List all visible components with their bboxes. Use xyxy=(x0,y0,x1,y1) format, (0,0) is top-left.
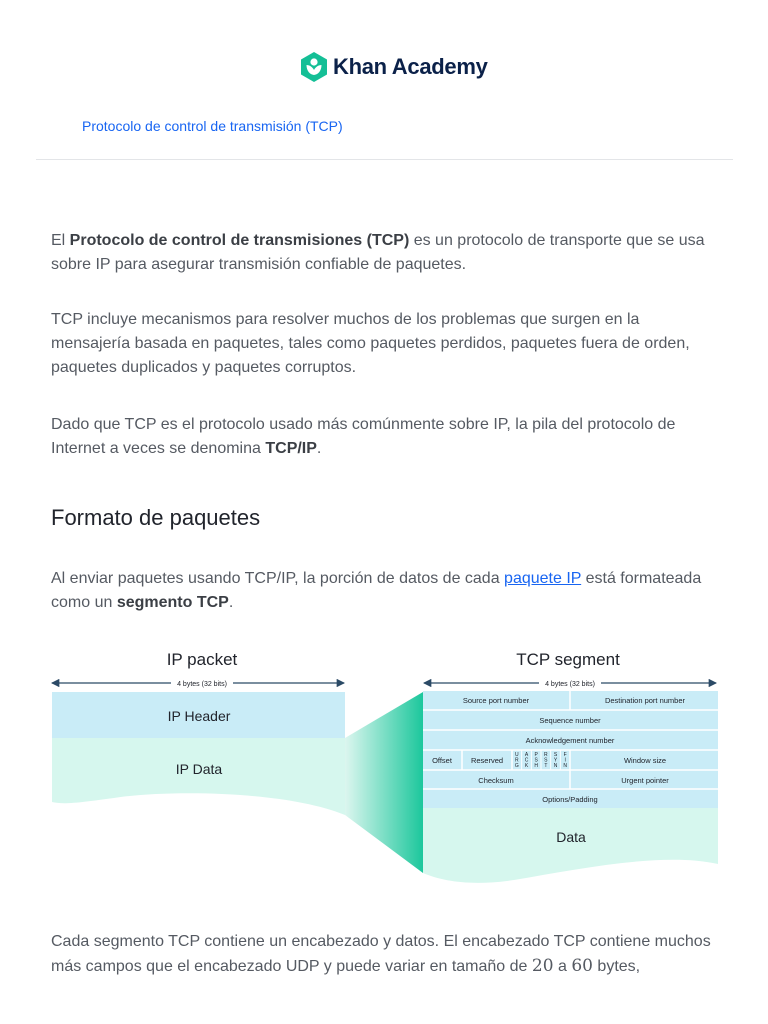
reserved-field: Reserved xyxy=(470,756,504,765)
ip-data-label: IP Data xyxy=(175,761,223,777)
tcpip-term: TCP/IP xyxy=(265,440,317,457)
flag-letter: P xyxy=(534,752,538,758)
site-header xyxy=(0,0,768,160)
tcp-segment-term: segmento TCP xyxy=(116,594,229,611)
flag-letter: F xyxy=(563,752,567,758)
flag-letter: U xyxy=(515,752,519,758)
header-divider xyxy=(36,159,733,160)
acknowledgement-number-field: Acknowledgement number xyxy=(525,736,615,745)
tcp-segment-title: TCP segment xyxy=(516,650,620,669)
window-size-field: Window size xyxy=(623,756,667,765)
header-size-paragraph: Cada segmento TCP contiene un encabezado y datos. El encabezado TCP contiene muchos más campos que el encabezado UDP y puede variar en tamaño de 20 a 60 bytes, xyxy=(51,933,711,976)
sequence-number-field: Sequence number xyxy=(539,716,601,725)
flag-letter: R xyxy=(515,757,519,764)
offset-field: Offset xyxy=(432,756,452,765)
options-padding-field: Options/Padding xyxy=(542,795,598,804)
flag-letter: S xyxy=(544,757,548,764)
flag-letter: Y xyxy=(553,757,558,764)
flag-letter: K xyxy=(524,763,529,769)
khan-academy-logo-icon xyxy=(301,52,327,82)
urgent-pointer-field: Urgent pointer xyxy=(621,776,669,785)
flag-letter: R xyxy=(544,752,548,758)
flag-letter: I xyxy=(564,757,566,764)
encapsulation-funnel xyxy=(345,692,423,873)
flag-letter: N xyxy=(553,763,558,769)
max-bytes: 60 xyxy=(571,956,593,976)
flag-letter: S xyxy=(553,752,558,758)
khan-academy-logo[interactable] xyxy=(301,52,488,82)
section-title: Formato de paquetes xyxy=(51,505,261,530)
flag-letter: H xyxy=(534,763,538,769)
flag-letter: A xyxy=(524,752,529,758)
flag-letter: C xyxy=(524,757,529,764)
mechanisms-paragraph: TCP incluye mecanismos para resolver muchos de los problemas que surgen en la mensajería basada en paquetes, tales como paquetes perdidos, paquetes fuera de orden, paquetes duplicados y paquetes corruptos. xyxy=(51,311,690,376)
ip-width-label: 4 bytes (32 bits) xyxy=(177,681,227,688)
format-paragraph: Al enviar paquetes usando TCP/IP, la porción de datos de cada paquete IP está formateada como un segmento TCP. xyxy=(51,570,702,611)
tcp-data-block xyxy=(423,808,718,883)
tcp-term: Protocolo de control de transmisiones (TCP) xyxy=(69,232,410,249)
checksum-field: Checksum xyxy=(478,776,514,785)
brand-name: Khan Academy xyxy=(333,54,488,79)
breadcrumb-link[interactable]: Protocolo de control de transmisión (TCP) xyxy=(82,118,343,134)
tcp-header-grid xyxy=(423,691,718,808)
ip-header-label: IP Header xyxy=(167,708,231,724)
min-bytes: 20 xyxy=(531,956,554,976)
ip-packet-link[interactable]: paquete IP xyxy=(504,570,582,587)
ip-packet-title: IP packet xyxy=(166,650,238,669)
packet-diagram xyxy=(44,640,724,890)
tcp-data-label: Data xyxy=(556,829,586,845)
intro-paragraph: El Protocolo de control de transmisiones (TCP) es un protocolo de transporte que se usa sobre IP para asegurar transmisión confiable de paquetes. xyxy=(51,232,705,273)
source-port-field: Source port number xyxy=(462,696,530,705)
tcpip-paragraph: Dado que TCP es el protocolo usado más comúnmente sobre IP, la pila del protocolo de Internet a veces se denomina TCP/IP. xyxy=(51,416,676,457)
flag-letter: S xyxy=(534,757,538,764)
flag-letter: N xyxy=(563,763,567,769)
tcp-width-label: 4 bytes (32 bits) xyxy=(545,681,595,688)
flag-letter: G xyxy=(514,763,519,769)
flag-letter: T xyxy=(544,763,548,769)
destination-port-field: Destination port number xyxy=(604,696,686,705)
